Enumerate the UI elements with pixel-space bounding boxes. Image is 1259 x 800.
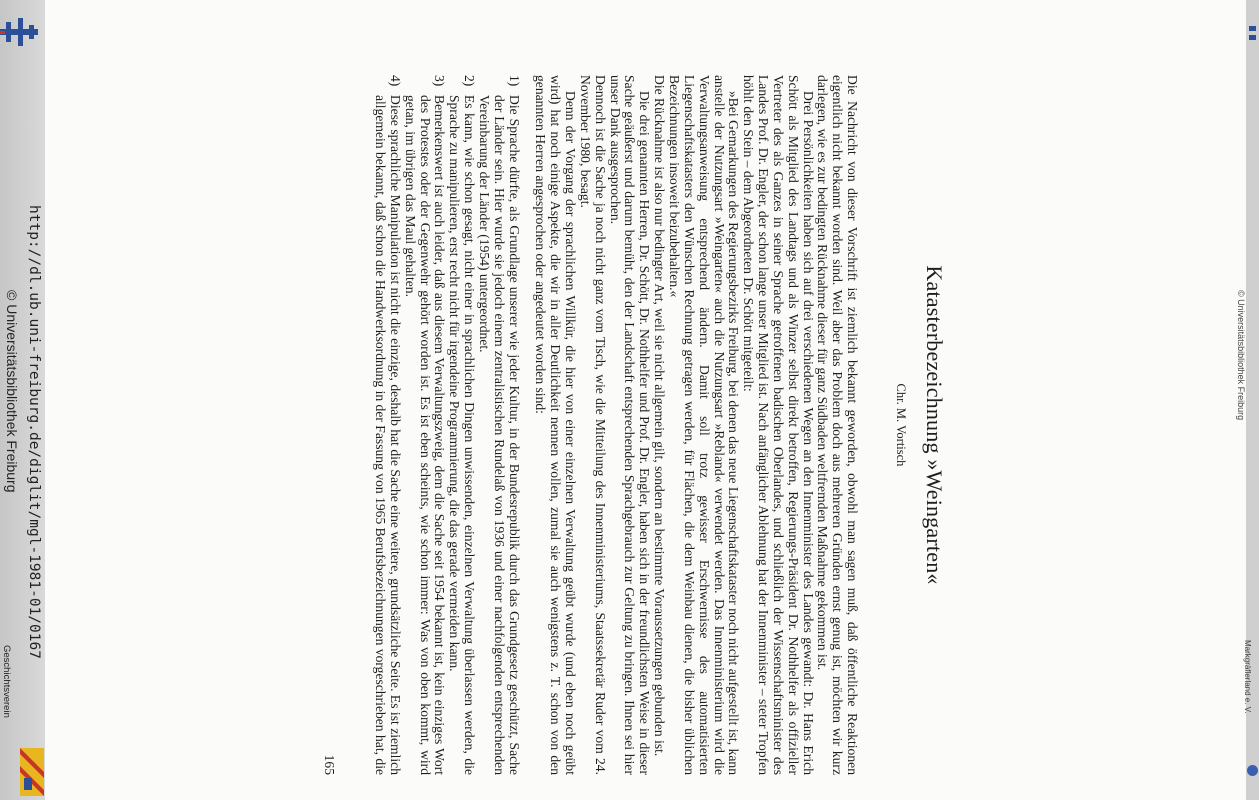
list-number: 3) [432, 75, 448, 87]
edge-society-fragment: Markgräflerland e. V. [1243, 640, 1252, 714]
list-text: Diese sprachliche Manipulation ist nicht die einzige, deshalb hat die Sache eine weitere, grundsätzliche Seite. Es ist ziemlich allgemein bekannt, daß schon die Handwerksordnung in der Fassung von 1965 Berufsbezeichnungen vorgeschrieben hat, die [373, 95, 403, 776]
edge-logo-icon [1249, 35, 1256, 40]
edge-copyright-fragment: © Universitätsbibliothek Freiburg [1236, 290, 1246, 421]
society-crest-icon [20, 748, 44, 796]
article-author: Chr. M. Vortisch [894, 383, 908, 467]
society-name-line2 [0, 645, 1, 785]
edge-crest-icon [1247, 765, 1258, 776]
list-text: Es kann, wie schon gesagt, nicht einer in sprachlichen Dingen unwissenden, einzelnen Verwaltung überlassen werden, die Sprache zu manipulieren, erst recht nicht für irgendeine Programmierung, die das gerade vermeiden kann. [447, 95, 478, 775]
numbered-list [372, 75, 520, 775]
list-item [446, 75, 476, 775]
list-item [372, 75, 402, 775]
article [213, 75, 948, 775]
society-credit [0, 645, 12, 785]
paragraph: Die Nachricht von dieser Vorschrift ist ziemlich bekannt geworden, obwohl man sagen muß, daß öffentliche Reaktionen eigentlich nicht bekannt worden sind. Weil aber das Problem doch aus mehreren Gründen ernst genug ist, möchten wir kurz darlegen, wie es zur bedingten Rücknahme dieser für ganz Südbaden weltfremden Maßnahme gekommen ist. [815, 75, 861, 775]
list-item [476, 75, 521, 775]
list-number: 4) [387, 75, 403, 87]
list-text: Bemerkenswert ist auch leider, daß aus diesem Verwaltungszweig, dem die Sache seit 1954 bekannt ist, kein einziges Wort des Protestes oder der Gegenwehr gehört worden ist. Es ist eben scheints, wie schon immer: Was von oben kommt, wird getan, im übrigen das Maul gehalten. [402, 95, 448, 775]
copyright-notice: © Universitätsbibliothek Freiburg [4, 290, 20, 493]
edge-logo-icon [1249, 26, 1256, 31]
source-url: http://dl.ub.uni-freiburg.de/diglit/mgl-1981-01/0167 [26, 205, 42, 659]
paragraph: Denn der Vorgang der sprachlichen Willkür, die hier von einer einzelnen Verwaltung geübt wurde (und eben noch geübt wird) hat noch einige Aspekte, die wir in aller Deutlichkeit nennen wollen, zumal sie auch wenigstens z. T. schon von den genannten Herren angesprochen oder angedeutet worden sind: [533, 75, 579, 775]
paragraph: Die Rücknahme ist also nur bedingter Art, weil sie nicht allgemein gilt, sondern an bestimmte Voraussetzungen gebunden ist. [652, 75, 668, 757]
library-logo-icon [0, 18, 38, 46]
list-number: 1) [506, 75, 522, 87]
list-item [402, 75, 447, 775]
page-number: 165 [322, 754, 337, 775]
article-title: Katasterbezeichnung »Weingarten« [922, 265, 947, 585]
paragraph: Drei Persönlichkeiten haben sich auf drei verschiedenen Wegen an den Innenminister des Landes gewandt: Dr. Hans Erich Schött als Mitglied des Landtags und als Winzer selbst direkt betroffen, Regierungs-Präsident Dr. Nothhelfer als offizieller Vertreter des als Ganzes in seiner Sprache getroffenen badischen Oberlandes, und schließlich der Wissenschaftsminister des Landes Prof. Dr. Engler, der schon lange unser Mitglied ist. Nach anfänglicher Ablehnung hat der Innenminister – steter Tropfen höhlt den Stein – dem Abgeordneten Dr. Schött mitgeteilt: [741, 75, 816, 775]
list-text: Die Sprache dürfte, als Grundlage unserer wie jeder Kultur, in der Bundesrepublik durch das Grundgesetz geschützt, Sache der Länder sein. Hier wurde sie jedoch einem zentralistischen Rundelaß von 1936 und einer nachfolgenden entsprechenden Vereinbarung der Länder (1954) untergeordnet. [476, 95, 522, 775]
list-number: 2) [462, 75, 478, 87]
paragraph: Dennoch ist die Sache ja noch nicht ganz vom Tisch, wie die Mitteilung des Innenministeriums, Staatssekretär Ruder vom 24. November 1980, besagt. [577, 75, 608, 775]
society-name-line1: Geschichtsverein [1, 645, 12, 718]
quote-paragraph: »Bei Gemarkungen des Regierungsbezirks Freiburg, bei denen das neue Liegenschaftskataster noch nicht aufgestellt ist, kann anstelle der Nutzungsart »Weingarten« auch die Nutzungsart »Rebland« verwendet werden. Das Innenministerium wird die Verwaltungsanweisung entsprechend ändern. Damit soll trotz gewisser Erschwernisse des automatisierten Liegenschaftskatasters den Wünschen Rechnung getragen werden, für Flächen, die dem Weinbau dienen, die bisher üblichen Bezeichnungen insoweit beizubehalten.« [667, 75, 742, 775]
paragraph: Die drei genannten Herren, Dr. Schött, Dr. Nothhelfer und Prof. Dr. Engler, haben sich in der freundlichsten Weise in dieser Sache geäußerst und darum bemüht, den der Landschaft entsprechenden Sprachgebrauch zur Geltung zu bringen. Ihnen sei hier unser Dank ausgesprochen. [607, 75, 653, 775]
